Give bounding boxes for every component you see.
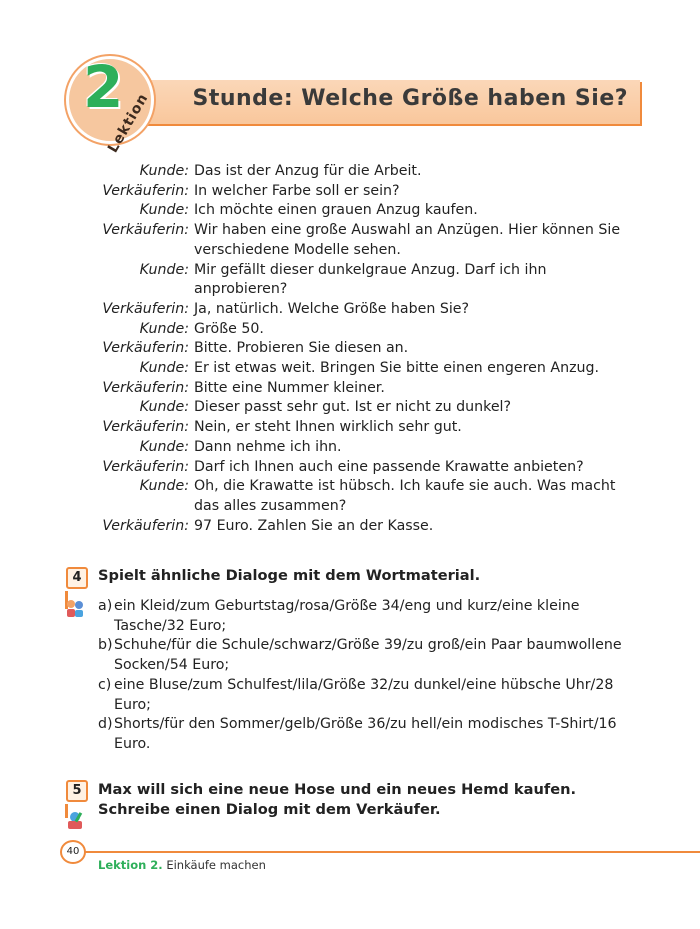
- dialog-line: [0, 418, 700, 438]
- page-number: 40: [60, 840, 86, 864]
- footer-caption: [98, 858, 266, 872]
- footer-rule: [62, 851, 700, 853]
- lesson-badge: [66, 53, 154, 156]
- pair-work-icon: [64, 598, 86, 618]
- task-5-instruction: Max will sich eine neue Hose und ein neues Hemd kaufen. Schreibe einen Dialog mit dem Verkäufer.: [98, 781, 577, 818]
- dialog-line: [0, 320, 700, 340]
- speech: Bitte eine Nummer kleiner.: [194, 379, 385, 396]
- speech: Wir haben eine große Auswahl an Anzügen. Hier können Sie verschiedene Modelle sehen.: [194, 222, 621, 258]
- footer-lektion: Lektion 2.: [98, 858, 163, 872]
- option-item: [98, 676, 658, 715]
- footer-topic: Einkäufe machen: [162, 858, 266, 872]
- speaker: Kunde:: [139, 399, 189, 416]
- lesson-number: 2: [83, 53, 124, 121]
- option-item: [98, 636, 658, 675]
- dialog-line: [0, 162, 700, 182]
- task-5-number: 5: [66, 780, 88, 802]
- page-title: Stunde: Welche Größe haben Sie?: [192, 86, 628, 111]
- speech: Mir gefällt dieser dunkelgraue Anzug. Darf ich ihn anprobieren?: [194, 261, 547, 298]
- speaker: Kunde:: [139, 478, 189, 495]
- option-label: d): [98, 716, 113, 733]
- speech: Oh, die Krawatte ist hübsch. Ich kaufe sie auch. Was macht das alles zusammen?: [194, 478, 616, 514]
- speech: Ja, natürlich. Welche Größe haben Sie?: [194, 300, 470, 317]
- speaker: Kunde:: [139, 360, 189, 377]
- dialog-line: [0, 359, 700, 379]
- speaker: Kunde:: [139, 438, 189, 455]
- dialog-line: [0, 517, 700, 537]
- option-text: ein Kleid/zum Geburtstag/rosa/Größe 34/eng und kurz/eine kleine Tasche/32 Euro;: [114, 598, 580, 634]
- writing-icon: [64, 810, 86, 830]
- speaker: Kunde:: [139, 320, 189, 337]
- option-text: Shorts/für den Sommer/gelb/Größe 36/zu hell/ein modisches T-Shirt/16 Euro.: [114, 716, 617, 752]
- speech: In welcher Farbe soll er sein?: [194, 182, 400, 199]
- title-bar: [105, 80, 640, 124]
- speaker: Kunde:: [139, 202, 189, 219]
- dialog-line: [0, 458, 700, 478]
- speaker: Verkäuferin:: [102, 458, 189, 475]
- task-4-instruction: Spielt ähnliche Dialoge mit dem Wortmaterial.: [98, 567, 481, 584]
- dialog-line: [0, 438, 700, 458]
- speaker: Kunde:: [139, 261, 189, 278]
- speaker: Kunde:: [139, 163, 189, 179]
- speech: Darf ich Ihnen auch eine passende Krawatte anbieten?: [194, 458, 584, 475]
- speaker: Verkäuferin:: [102, 340, 189, 357]
- task-4-options: [98, 597, 658, 755]
- dialog-line: [0, 182, 700, 202]
- dialog-line: [0, 339, 700, 359]
- speech: Er ist etwas weit. Bringen Sie bitte einen engeren Anzug.: [194, 360, 600, 377]
- dialog-line: [0, 477, 700, 516]
- dialog: [0, 162, 700, 536]
- speech: Das ist der Anzug für die Arbeit.: [194, 163, 422, 179]
- dialog-line: [0, 300, 700, 320]
- speech: Dann nehme ich ihn.: [194, 438, 342, 455]
- speech: Bitte. Probieren Sie diesen an.: [194, 340, 409, 357]
- dialog-line: [0, 379, 700, 399]
- speaker: Verkäuferin:: [102, 419, 189, 436]
- speaker: Verkäuferin:: [102, 182, 189, 199]
- task-4-number: 4: [66, 567, 88, 589]
- option-text: Schuhe/für die Schule/schwarz/Größe 39/zu groß/ein Paar baumwollene Socken/54 Euro;: [114, 637, 622, 674]
- speech: Ich möchte einen grauen Anzug kaufen.: [194, 202, 478, 219]
- speaker: Verkäuferin:: [102, 379, 189, 396]
- dialog-line: [0, 221, 700, 260]
- dialog-line: [0, 201, 700, 221]
- dialog-line: [0, 261, 700, 300]
- lesson-word: Lektion: [105, 90, 152, 156]
- option-label: a): [98, 598, 113, 614]
- dialog-line: [0, 398, 700, 418]
- speaker: Verkäuferin:: [102, 222, 189, 239]
- option-label: b): [98, 637, 113, 654]
- option-label: c): [98, 676, 112, 693]
- option-text: eine Bluse/zum Schulfest/lila/Größe 32/zu dunkel/eine hübsche Uhr/28 Euro;: [114, 676, 614, 713]
- speech: Größe 50.: [194, 320, 264, 337]
- speech: Nein, er steht Ihnen wirklich sehr gut.: [194, 419, 462, 436]
- speaker: Verkäuferin:: [102, 300, 189, 317]
- speaker: Verkäuferin:: [102, 517, 189, 534]
- speech: 97 Euro. Zahlen Sie an der Kasse.: [194, 517, 434, 534]
- option-item: [98, 597, 658, 636]
- option-item: [98, 715, 658, 754]
- speech: Dieser passt sehr gut. Ist er nicht zu dunkel?: [194, 399, 512, 416]
